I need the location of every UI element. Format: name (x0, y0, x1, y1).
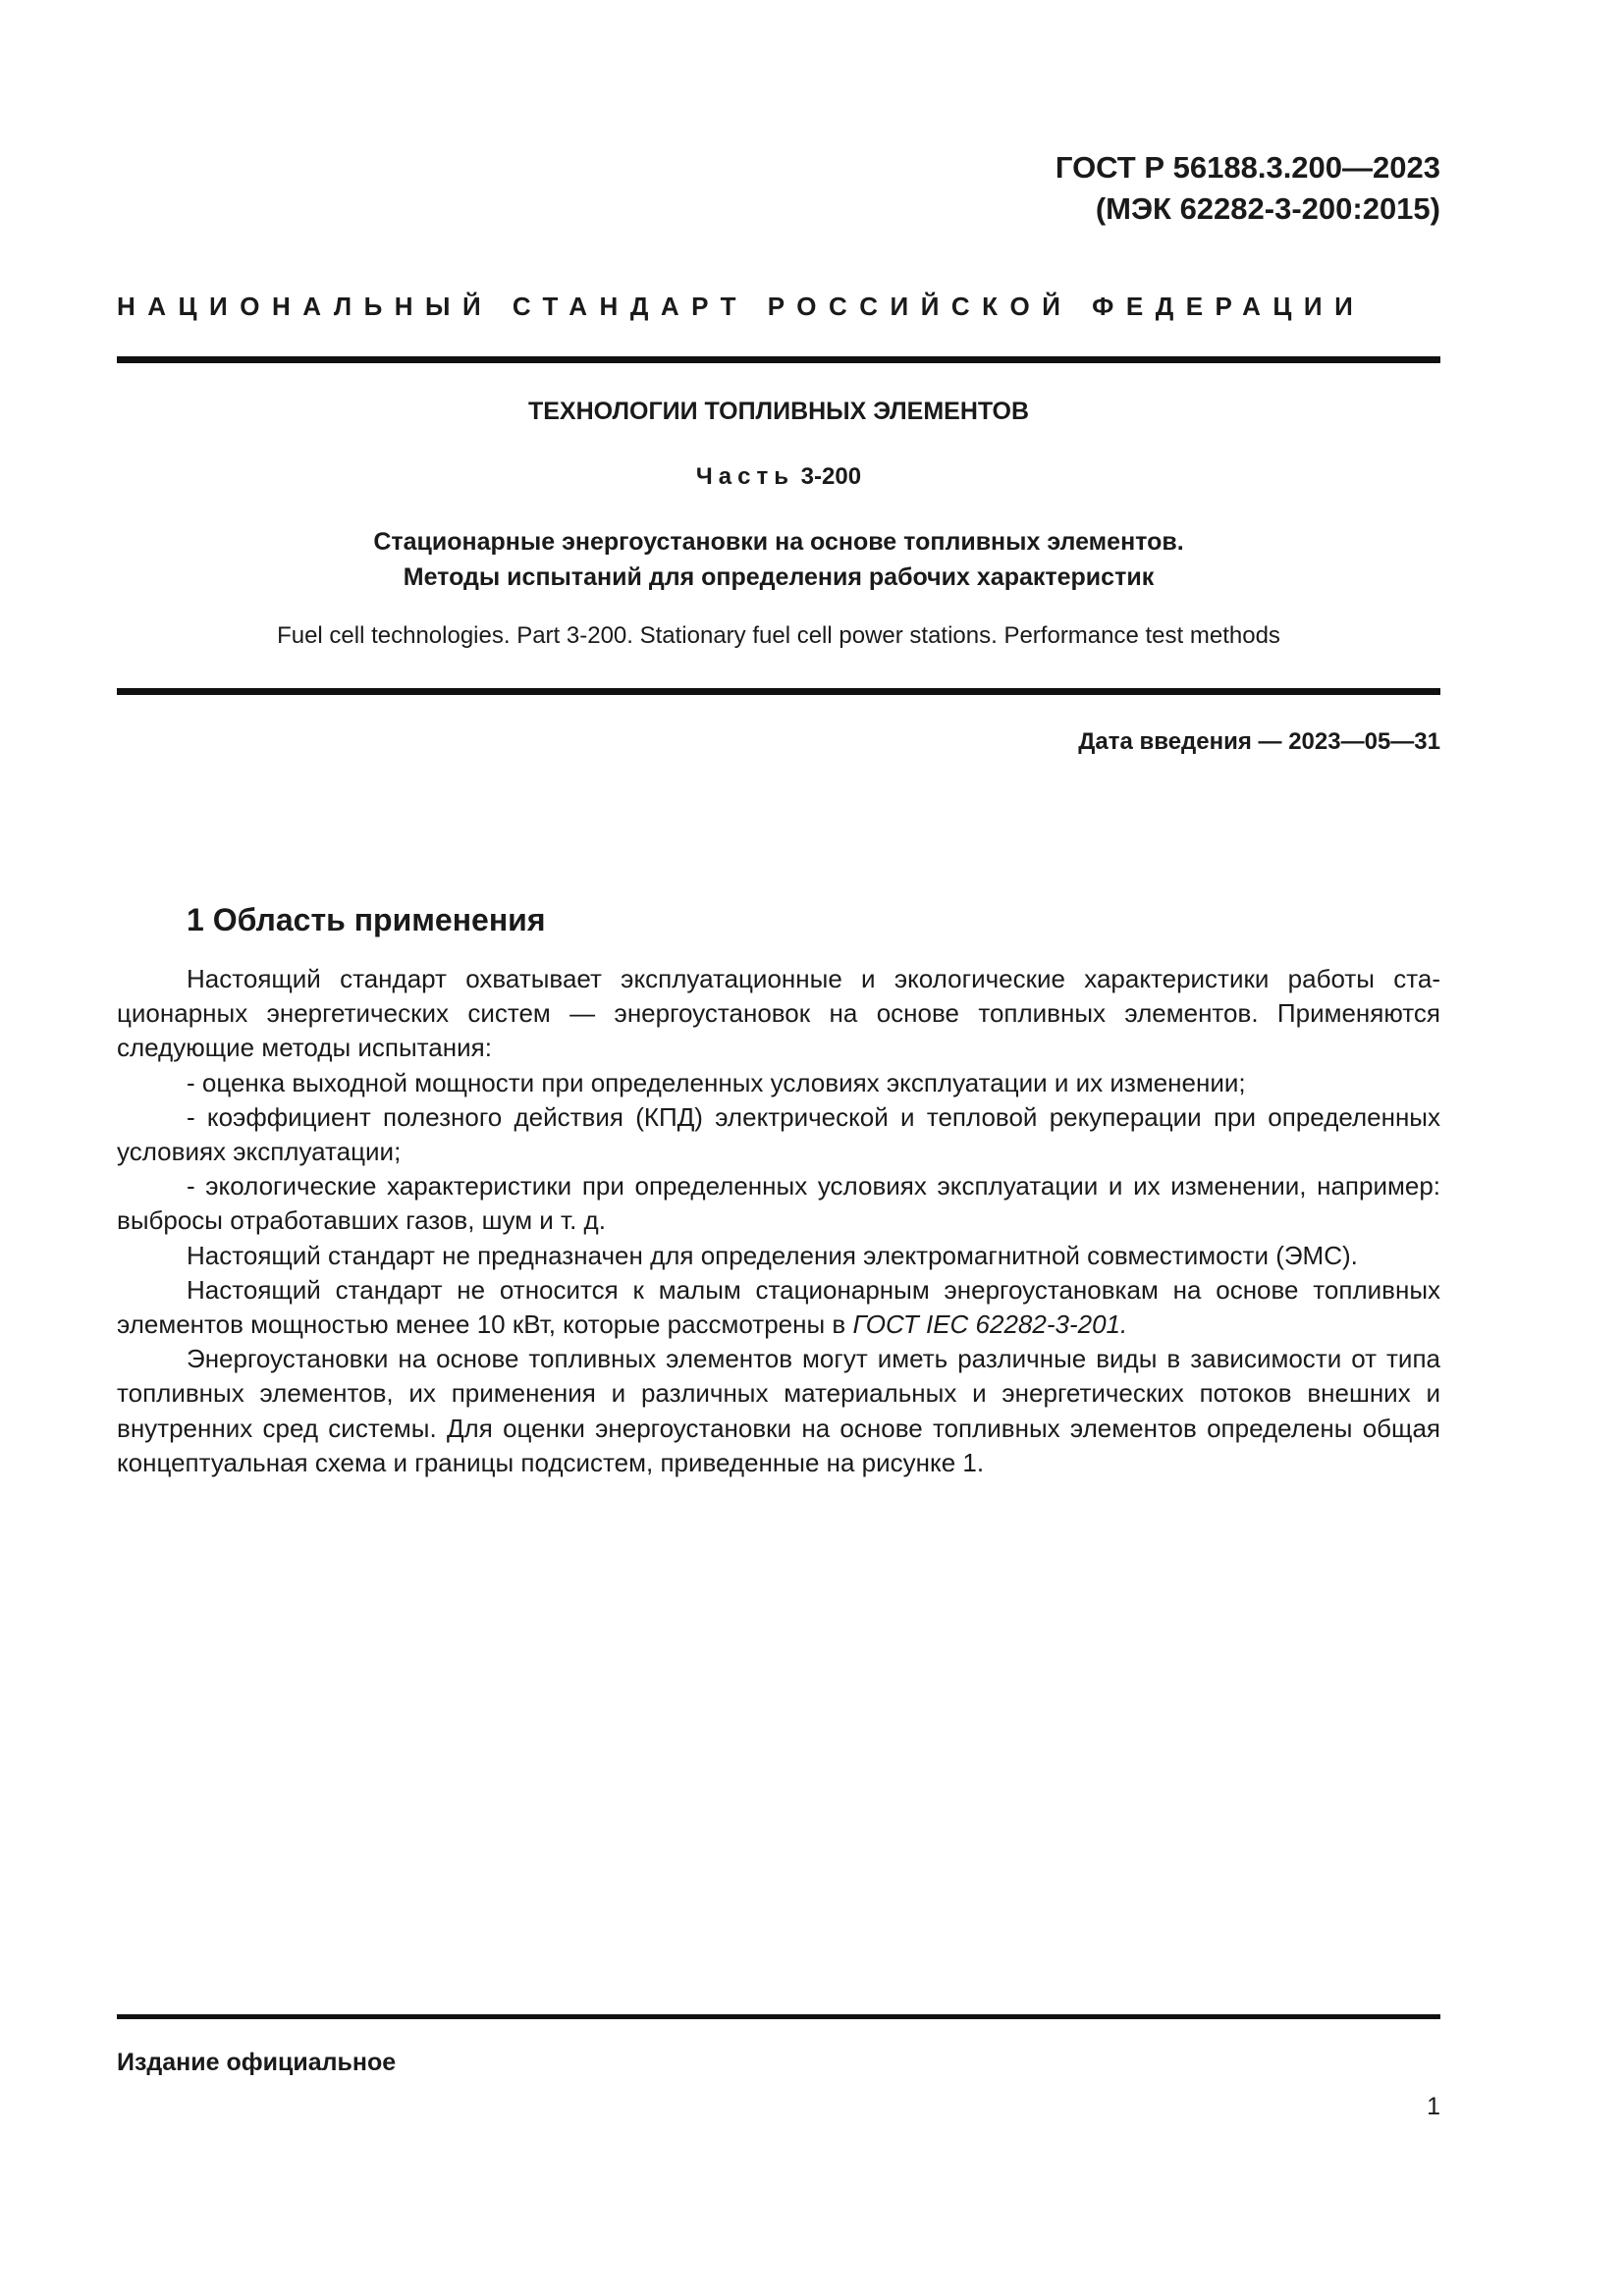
paragraph: Настоящий стандарт охватывает эксплуатационные и экологические характеристики работы стационарных энергетических систем — энергоустановок на основе топливных элементов. Применяются следующие методы испытания: (117, 964, 1440, 1063)
iec-reference: (МЭК 62282-3-200:2015) (1095, 191, 1440, 226)
standard-designation (1056, 147, 1440, 230)
document-subtitle (117, 524, 1440, 595)
title-bottom-divider (117, 688, 1440, 695)
paragraph: Энергоустановки на основе топливных элементов могут иметь различные виды в зависимости от типа топливных элементов, их применения и различных материальных и энергетических потоков внешних и внутренних сред системы. Для оценки энергоустановки на основе топливных элементов определены общая концептуальная схема и границы подсистем, приведенные на рисунке 1. (117, 1344, 1440, 1477)
part-number: 3-200 (800, 463, 862, 490)
list-item: - экологические характеристики при определенных условиях эксплуатации и их изменении, например: выбросы отработавших газов, шум и т. д. (117, 1171, 1440, 1236)
standard-reference: ГОСТ IEC 62282-3-201. (852, 1309, 1128, 1340)
subtitle-line-1: Стационарные энергоустановки на основе топливных элементов. (373, 528, 1184, 556)
top-divider (117, 356, 1440, 363)
list-item: - коэффициент полезного действия (КПД) электрической и тепловой рекуперации при определенных условиях эксплуатации; (117, 1101, 1440, 1167)
english-title: Fuel cell technologies. Part 3-200. Stationary fuel cell power stations. Performance test methods (277, 622, 1280, 649)
footer-divider (117, 2014, 1440, 2019)
standard-number: ГОСТ Р 56188.3.200—2023 (1055, 150, 1440, 185)
subtitle-line-2: Методы испытаний для определения рабочих характеристик (403, 563, 1155, 591)
paragraph (117, 1273, 1440, 1342)
part-word: Часть (695, 463, 794, 490)
national-standard-label: НАЦИОНАЛЬНЫЙ СТАНДАРТ РОССИЙСКОЙ ФЕДЕРАЦИИ (117, 292, 1366, 321)
paragraph: Настоящий стандарт не предназначен для определения электромагнитной совместимости (ЭМС). (187, 1240, 1358, 1270)
list-item: - оценка выходной мощности при определенных условиях эксплуатации и их изменении; (187, 1067, 1246, 1097)
document-title: ТЕХНОЛОГИИ ТОПЛИВНЫХ ЭЛЕМЕНТОВ (527, 398, 1030, 425)
edition-label: Издание официальное (117, 2049, 397, 2076)
section-body (117, 962, 1440, 1480)
section-heading: 1 Область применения (187, 902, 546, 937)
part-label (117, 461, 1440, 493)
paragraph-text: Настоящий стандарт не относится к малым стационарным энергоустановкам на основе топливных элементов мощностью менее 10 кВт, которые рассмотрены в (117, 1274, 1440, 1340)
page-number: 1 (1427, 2093, 1440, 2120)
introduction-date: Дата введения — 2023—05—31 (1078, 728, 1440, 755)
